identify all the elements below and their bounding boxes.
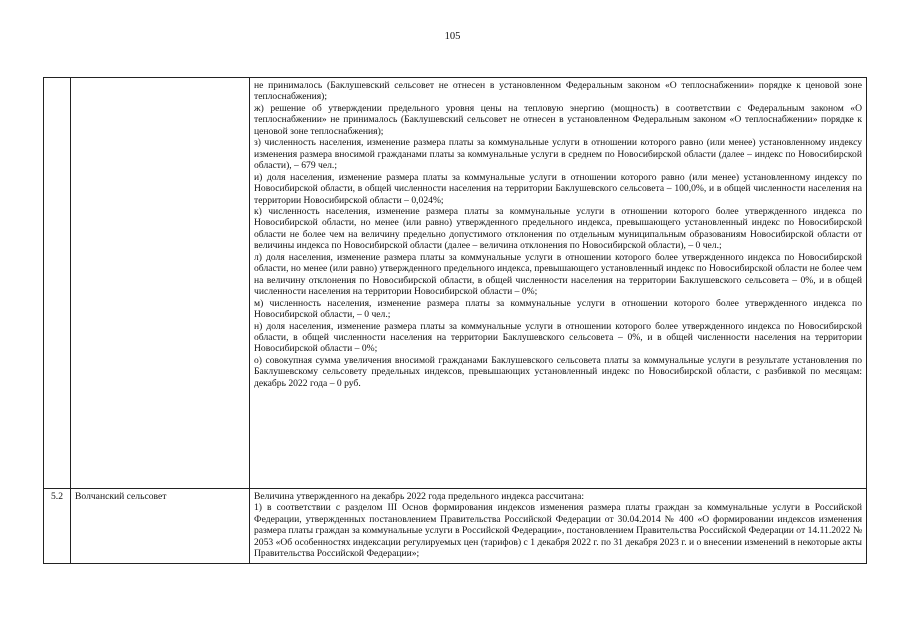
document-table: [43, 77, 867, 564]
row-number-cell: 5.2: [44, 489, 71, 564]
paragraph: л) доля населения, изменение размера платы за коммунальные услуги в отношении которого более утвержденного индекса по Новосибирской области, но менее (или равно) утвержденного предельного индекса, превышающего установленный индекс по Новосибирской области не более чем на величину отклонения по Новосибирской области, в общей численности населения на территории Баклушевского сельсовета – 0%, и в общей численности населения на территории Новосибирской области – 0%;: [254, 251, 862, 298]
row-number-cell: [44, 78, 71, 489]
paragraph: о) совокупная сумма увеличения вносимой гражданами Баклушевского сельсовета платы за коммунальные услуги в результате установления по Баклушевскому сельсовету предельных индексов, превышающих установленный индекс по Новосибирской области, с разбивкой по месяцам: декабрь 2022 года – 0 руб.: [254, 354, 862, 389]
paragraph: не принималось (Баклушевский сельсовет не отнесен в установленном Федеральным законом «О теплоснабжении» порядке к ценовой зоне теплоснабжения);: [254, 80, 862, 103]
paragraph: Величина утвержденного на декабрь 2022 года предельного индекса рассчитана:: [254, 491, 585, 502]
municipality-name-cell: [71, 78, 250, 489]
paragraph: и) доля населения, изменение размера платы за коммунальные услуги в отношении которого равно (или менее) установленному индексу по Новосибирской области, в общей численности населения на территории Баклушевского сельсовета – 100,0%, и в общей численности населения на территории Новосибирской области – 0,024%;: [254, 171, 862, 206]
table-row: [44, 489, 867, 564]
paragraph: н) доля населения, изменение размера платы за коммунальные услуги в отношении которого более утвержденного индекса по Новосибирской области, в общей численности населения на территории Баклушевского сельсовета – 0%, и в общей численности населения на территории Новосибирской области – 0%;: [254, 320, 862, 355]
table-row: [44, 78, 867, 489]
paragraph: з) численность населения, изменение размера платы за коммунальные услуги в отношении которого равно (или менее) установленному индексу изменения размера вносимой гражданами платы за коммунальные услуги в среднем по Новосибирской области (далее – индекс по Новосибирской области), – 679 чел.;: [254, 137, 862, 172]
paragraph: м) численность населения, изменение размера платы за коммунальные услуги в отношении которого более утвержденного индекса по Новосибирской области, – 0 чел.;: [254, 297, 862, 321]
municipality-name-cell: Волчанский сельсовет: [71, 489, 250, 564]
paragraph: к) численность населения, изменение размера платы за коммунальные услуги в отношении которого более утвержденного индекса по Новосибирской области, но менее (или равно) утвержденного предельного индекса, превышающего установленный индекс по Новосибирской области не более чем на величину предельно допустимого отклонения по отдельным муниципальным образованиям Новосибирской области от величины индекса по Новосибирской области (далее – величина отклонения по Новосибирской области), – 0 чел.;: [254, 205, 862, 252]
page-number: 105: [444, 31, 461, 42]
paragraph: ж) решение об утверждении предельного уровня цены на тепловую энергию (мощность) в соответствии с Федеральным законом «О теплоснабжении» не принималось (Баклушевский сельсовет не отнесен в установленном Федеральным законом «О теплоснабжении» порядке к ценовой зоне теплоснабжения);: [254, 102, 862, 137]
description-cell: [250, 489, 867, 564]
paragraph: 1) в соответствии с разделом III Основ формирования индексов изменения размера платы граждан за коммунальные услуги в Российской Федерации, утвержденных постановлением Правительства Российской Федерации от 30.04.2014 № 400 «О формировании индексов изменения размера платы граждан за коммунальные услуги в Российской Федерации», постановлением Правительства Российской Федерации от 14.11.2022 № 2053 «Об особенностях индексации регулируемых цен (тарифов) с 1 декабря 2022 г. по 31 декабря 2023 г. и о внесении изменений в некоторые акты Правительства Российской Федерации»;: [254, 502, 862, 560]
description-cell: [250, 78, 867, 489]
